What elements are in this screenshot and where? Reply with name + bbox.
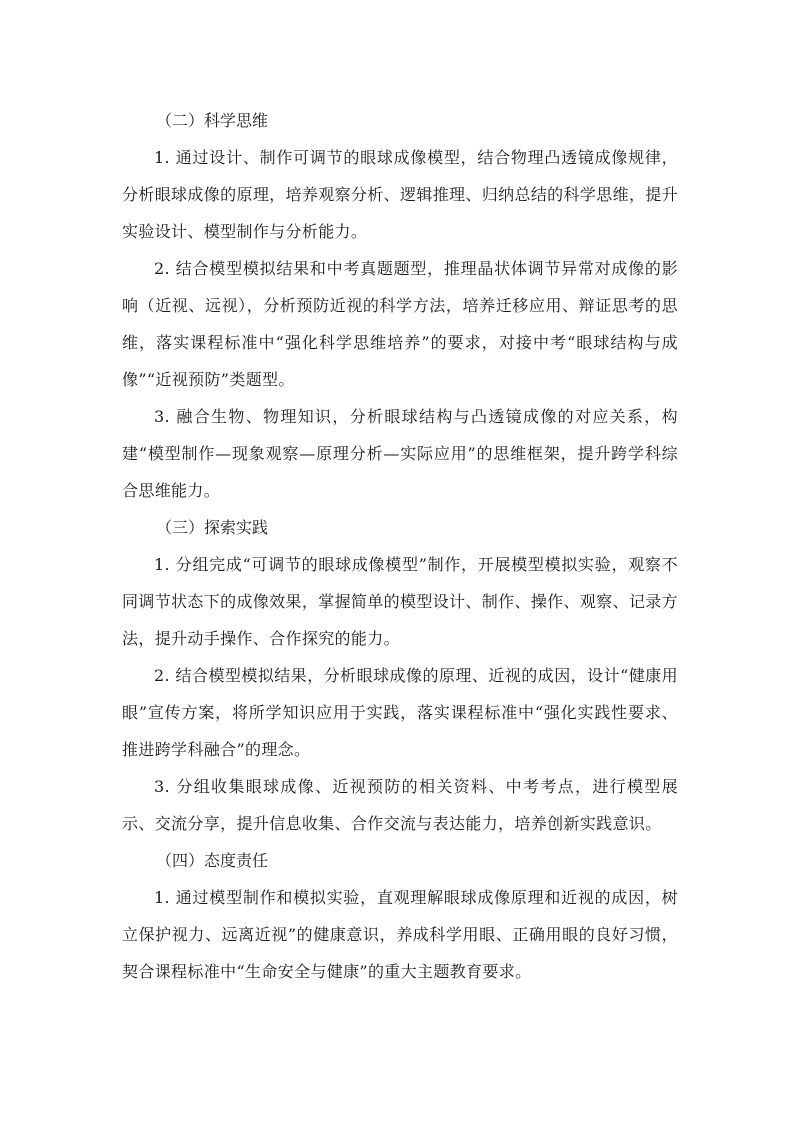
paragraph-attitude-1: 1. 通过模型制作和模拟实验，直观理解眼球成像原理和近视的成因，树立保护视力、远离近视”的健康意识，养成科学用眼、正确用眼的良好习惯，契合课程标准中“生命安全与健康”的重大主题教育要求。 bbox=[122, 888, 678, 981]
paragraph-thinking-2: 2. 结合模型模拟结果和中考真题题型，推理晶状体调节异常对成像的影响（近视、远视），分析预防近视的科学方法，培养迁移应用、辩证思考的思维，落实课程标准中“强化科学思维培养”的要求，对接中考“眼球结构与成像”“近视预防”类题型。 bbox=[122, 259, 678, 389]
paragraph-practice-1: 1. 分组完成“可调节的眼球成像模型”制作，开展模型模拟实验，观察不同调节状态下的成像效果，掌握简单的模型设计、制作、操作、观察、记录方法，提升动手操作、合作探究的能力。 bbox=[122, 555, 678, 648]
document-page bbox=[122, 102, 678, 990]
paragraph-thinking-1: 1. 通过设计、制作可调节的眼球成像模型，结合物理凸透镜成像规律，分析眼球成像的原理，培养观察分析、逻辑推理、归纳总结的科学思维，提升实验设计、模型制作与分析能力。 bbox=[122, 148, 678, 241]
paragraph-practice-3: 3. 分组收集眼球成像、近视预防的相关资料、中考考点，进行模型展示、交流分享，提升信息收集、合作交流与表达能力，培养创新实践意识。 bbox=[122, 777, 678, 833]
section-heading-attitude-responsibility: （四）态度责任 bbox=[156, 851, 269, 870]
section-heading-exploration-practice: （三）探索实践 bbox=[156, 518, 269, 537]
section-heading-scientific-thinking: （二）科学思维 bbox=[156, 111, 269, 130]
paragraph-thinking-3: 3. 融合生物、物理知识，分析眼球结构与凸透镜成像的对应关系，构建“模型制作—现象观察—原理分析—实际应用”的思维框架，提升跨学科综合思维能力。 bbox=[122, 407, 678, 500]
paragraph-practice-2: 2. 结合模型模拟结果，分析眼球成像的原理、近视的成因，设计“健康用眼”宣传方案，将所学知识应用于实践，落实课程标准中“强化实践性要求、推进跨学科融合”的理念。 bbox=[122, 666, 678, 759]
